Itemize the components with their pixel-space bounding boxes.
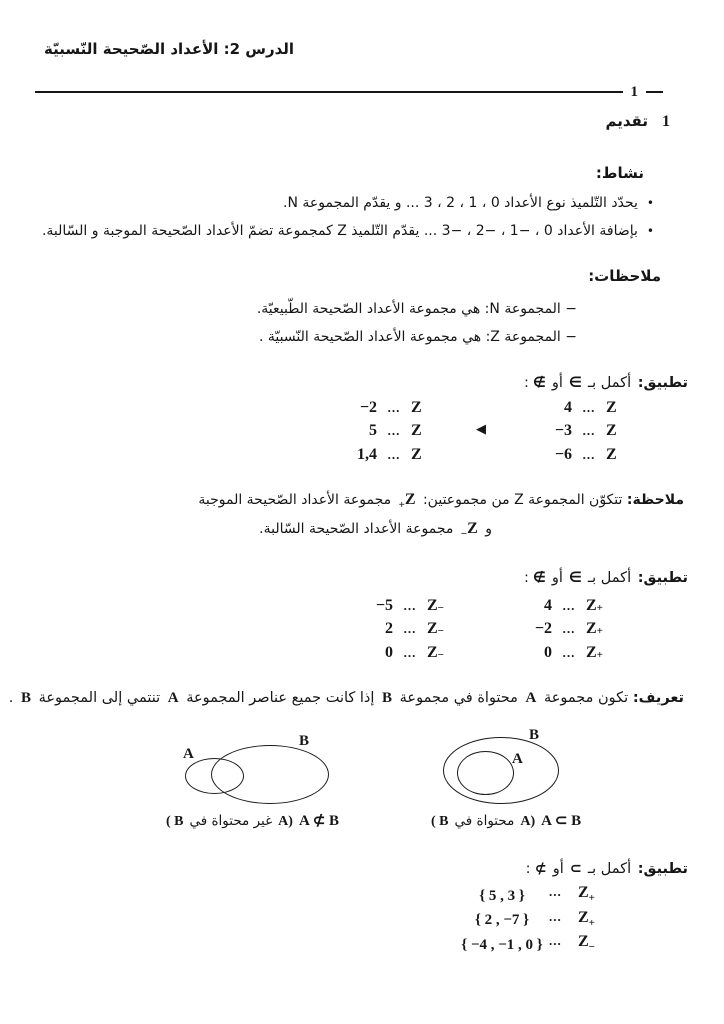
caption-phrase: محتواة في xyxy=(454,813,515,829)
answer-blank: ... xyxy=(582,446,596,462)
z-base: Z xyxy=(586,596,597,614)
page-number: 1 xyxy=(630,84,638,100)
membership-table-right xyxy=(528,396,640,467)
z-base: Z xyxy=(578,908,589,926)
answer-blank: ... xyxy=(562,597,576,613)
answer-blank: ... xyxy=(403,597,417,613)
definition-label: تعريف: xyxy=(632,690,684,706)
set-symbol-zplus xyxy=(578,909,612,934)
number-value: −6 xyxy=(554,445,572,463)
subset-table xyxy=(460,884,612,958)
answer-blank: ... xyxy=(549,908,562,924)
number-value: −2 xyxy=(534,620,552,638)
set-symbol: Z xyxy=(606,445,617,463)
z-base: Z xyxy=(586,620,597,638)
activity-item-text: يحدّد التّلميذ نوع الأعداد 0 ، 1 ، 2 ، 3 ... و يقدّم المجموعة N. xyxy=(283,195,638,211)
set-value: { 5 , 3 } xyxy=(479,887,525,904)
caption-phrase: غير محتواة في xyxy=(189,813,273,829)
z-plus-symbol xyxy=(398,491,416,512)
z-base: Z xyxy=(427,620,438,638)
number-value: 0 xyxy=(385,643,393,661)
element-of-icon: ∈ xyxy=(568,375,582,391)
number-value: 4 xyxy=(544,596,552,614)
membership-table-zplus xyxy=(508,594,620,665)
section-number: 1 xyxy=(662,113,670,130)
remark-item: − المجموعة N: هي مجموعة الأعداد الصّحيحة الطّبيعيّة. xyxy=(256,301,577,317)
caption-close: A) xyxy=(278,814,293,829)
answer-blank: ... xyxy=(549,933,562,948)
application-text: أكمل بـ xyxy=(587,375,632,391)
application-3-heading xyxy=(526,861,688,877)
definition-text: تكون مجموعة xyxy=(544,690,629,706)
caption-open: ( B xyxy=(431,814,449,829)
venn-label-a: A xyxy=(183,746,194,762)
application-text: أكمل بـ xyxy=(587,861,632,877)
set-symbol: Z xyxy=(411,445,422,463)
venn-circle-a-not-contained xyxy=(185,758,244,794)
number-value: −3 xyxy=(554,422,572,440)
definition-text: إذا كانت جميع عناصر المجموعة xyxy=(186,690,375,706)
header-divider xyxy=(35,84,663,100)
not-element-of-icon: ∉ xyxy=(532,375,546,391)
number-value: 5 xyxy=(369,422,377,440)
not-subset-icon: ⊄ xyxy=(534,861,547,877)
answer-blank: ... xyxy=(403,621,417,637)
activity-list xyxy=(42,189,654,245)
answer-blank: ... xyxy=(582,399,596,415)
definition-line xyxy=(9,690,684,707)
answer-blank: ... xyxy=(387,399,401,415)
remarks-list xyxy=(257,295,577,351)
application-text: أكمل بـ xyxy=(587,570,632,586)
set-b-letter: B xyxy=(382,690,393,706)
activity-item-text: بإضافة الأعداد 0 ، −1 ، −2 ، −3 ... يقدّم التّلميذ Z كمجموعة تضمّ الأعداد الصّحيحة الموجبة و السّالبة. xyxy=(41,223,638,239)
subscript: + xyxy=(588,916,595,929)
subset-formula: A ⊂ B xyxy=(541,813,582,829)
membership-table-left xyxy=(333,396,445,467)
subscript: − xyxy=(460,528,468,541)
set-symbol-zplus: Z + xyxy=(586,643,603,661)
z-base: Z xyxy=(586,643,597,661)
z-base: Z xyxy=(578,933,589,950)
activity-item xyxy=(42,217,654,245)
venn-label-b: B xyxy=(299,733,310,749)
application-text: أو xyxy=(552,861,564,877)
set-symbol: Z xyxy=(606,422,617,440)
z-base: Z xyxy=(404,491,416,508)
answer-blank: ... xyxy=(562,644,576,660)
answer-blank: ... xyxy=(562,621,576,637)
set-symbol-zminus: Z − xyxy=(427,620,444,638)
definition-text: محتواة في مجموعة xyxy=(399,690,518,706)
application-colon: : xyxy=(523,375,529,391)
venn-label-a: A xyxy=(512,751,523,767)
set-symbol: Z xyxy=(411,422,422,440)
venn-caption-contained xyxy=(428,811,582,830)
set-symbol-zminus xyxy=(578,933,612,958)
application-label: تطبيق: xyxy=(637,570,688,586)
remark-z-line-1 xyxy=(198,491,684,512)
answer-blank: ... xyxy=(403,644,417,660)
remarks-heading: ملاحظات: xyxy=(588,267,661,285)
definition-text: تنتمي إلى المجموعة xyxy=(38,690,161,706)
set-symbol-zplus xyxy=(578,884,612,909)
venn-circle-a-contained xyxy=(457,751,514,795)
subscript: + xyxy=(588,892,595,905)
set-symbol-zplus: Z + xyxy=(586,596,603,614)
z-base: Z xyxy=(578,884,589,901)
set-symbol-zminus: Z − xyxy=(427,596,444,614)
application-1-heading xyxy=(524,375,688,391)
set-symbol-zplus: Z + xyxy=(586,620,603,638)
answer-blank: ... xyxy=(387,446,401,462)
lesson-title: الدرس 2: الأعداد الصّحيحة النّسبيّة xyxy=(44,40,295,58)
application-text: أو xyxy=(551,570,563,586)
application-2-heading xyxy=(524,570,688,586)
remark-text: مجموعة الأعداد الصّحيحة السّالبة. xyxy=(259,521,454,537)
subset-icon: ⊂ xyxy=(569,861,582,877)
remark-text: تتكوّن المجموعة Z من مجموعتين: xyxy=(422,492,623,508)
number-value: 4 xyxy=(564,398,572,416)
number-value: 0 xyxy=(544,643,552,661)
answer-blank: ... xyxy=(387,423,401,439)
z-base: Z xyxy=(467,520,478,537)
set-b-letter: B xyxy=(21,690,32,706)
set-value: { −4 , −1 , 0 } xyxy=(461,936,543,953)
not-element-of-icon: ∉ xyxy=(532,570,546,586)
caption-close: A) xyxy=(520,814,536,829)
remark-label: ملاحظة: xyxy=(626,492,684,508)
activity-heading: نشاط: xyxy=(595,164,644,182)
application-colon: : xyxy=(525,861,531,877)
left-triangle-icon: ◀ xyxy=(476,422,486,437)
subscript: + xyxy=(398,499,405,512)
application-label: تطبيق: xyxy=(637,375,688,391)
divider-dash xyxy=(646,91,663,93)
remark-item: − المجموعة Z: هي مجموعة الأعداد الصّحيحة النّسبيّة . xyxy=(259,329,577,345)
bullet-icon: • xyxy=(646,224,654,238)
remark-text: مجموعة الأعداد الصّحيحة الموجبة xyxy=(198,492,392,508)
venn-label-b: B xyxy=(529,727,540,743)
bullet-icon: • xyxy=(646,196,654,210)
number-value: 2 xyxy=(385,620,393,638)
number-value: −5 xyxy=(375,596,393,614)
remark-text: و xyxy=(485,521,492,537)
set-a-letter: A xyxy=(525,690,537,706)
number-value: −2 xyxy=(359,398,377,416)
section-title: تقديم xyxy=(605,112,648,130)
venn-caption-not-contained xyxy=(155,811,350,830)
remark-z-line-2 xyxy=(259,520,492,541)
divider-line xyxy=(35,91,623,93)
subscript: − xyxy=(588,941,595,954)
membership-table-zminus xyxy=(349,594,461,665)
application-colon: : xyxy=(523,570,529,586)
z-minus-symbol xyxy=(460,520,478,541)
caption-open: ( B xyxy=(165,814,184,829)
activity-item xyxy=(42,189,654,217)
application-text: أو xyxy=(551,375,563,391)
definition-period: . xyxy=(8,690,14,706)
set-symbol: Z xyxy=(411,398,422,416)
answer-blank: ... xyxy=(582,423,596,439)
z-base: Z xyxy=(427,596,438,614)
set-symbol-zminus: Z − xyxy=(427,643,444,661)
not-subset-formula: A ⊄ B xyxy=(298,813,340,829)
application-label: تطبيق: xyxy=(637,861,688,877)
set-a-letter: A xyxy=(167,690,179,706)
set-value: { 2 , −7 } xyxy=(474,912,530,929)
set-symbol: Z xyxy=(606,398,617,416)
element-of-icon: ∈ xyxy=(568,570,582,586)
section-heading xyxy=(606,112,671,131)
z-base: Z xyxy=(427,643,438,661)
number-value: 1,4 xyxy=(357,445,377,463)
answer-blank: ... xyxy=(549,884,562,899)
